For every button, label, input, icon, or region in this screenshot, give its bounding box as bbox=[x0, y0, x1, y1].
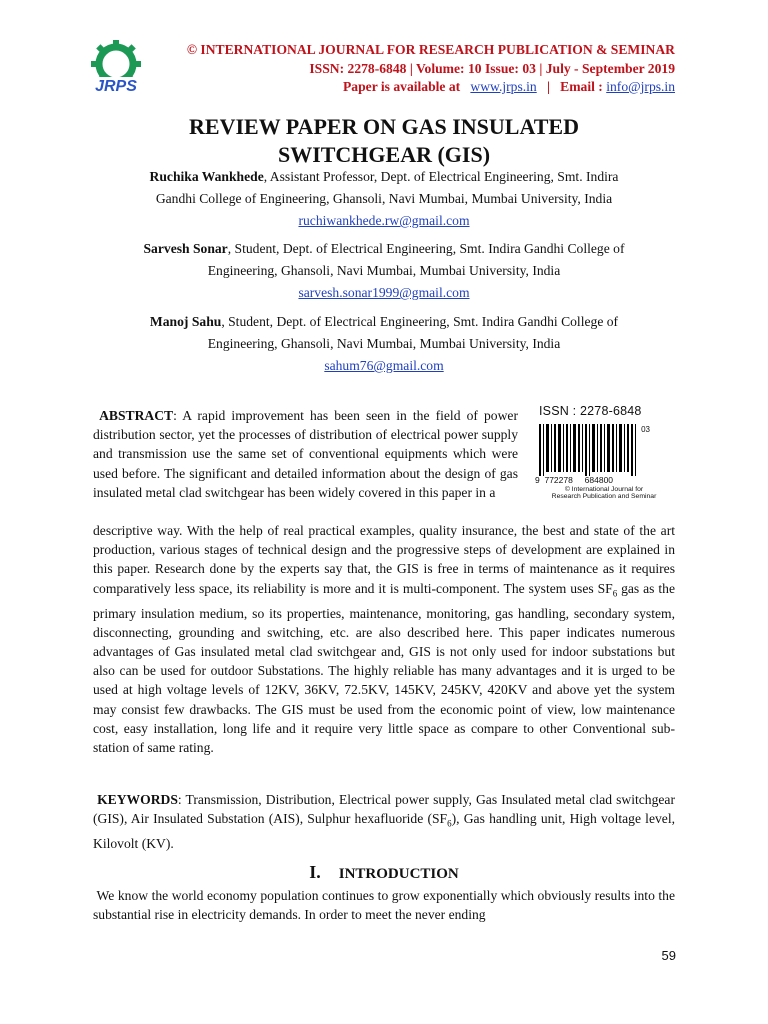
abstract-text-rest-1: descriptive way. With the help of real practical examples, quality insurance, the best and state of the art production, various stages of technical design and the progressive steps of development are explained in this paper. Research done by the experts say that, the GIS is free in terms of maintenance as it requires comparatively less space, its reliability is more and it is multi-component. The system uses SF bbox=[93, 523, 675, 596]
author-line1 bbox=[100, 238, 668, 260]
barcode-caption bbox=[551, 486, 657, 501]
website-link[interactable]: www.jrps.in bbox=[470, 79, 537, 94]
intro-text: We know the world economy population continues to grow exponentially which obviously results into the substantial rise in electricity demands. In order to meet the never ending bbox=[93, 888, 676, 923]
barcode-bars bbox=[539, 424, 643, 476]
availability-prefix: Paper is available at bbox=[343, 79, 461, 94]
barcode-caption-line1: © International Journal for bbox=[564, 486, 644, 493]
journal-logo bbox=[78, 40, 154, 96]
author-line1 bbox=[100, 166, 668, 188]
email-link[interactable]: info@jrps.in bbox=[606, 79, 675, 94]
abstract-text-top: : A rapid improvement has been seen in the field of power distribution sector, yet the processes of distribution of electrical power supply and transmission use the same set of conventional equipments which were used before. The significant and detailed information about the design of gas insulated metal clad switchgear has been widely covered in this paper in a bbox=[93, 408, 518, 500]
author-email[interactable]: ruchiwankhede.rw@gmail.com bbox=[298, 213, 470, 228]
author-affiliation-line2: Engineering, Ghansoli, Navi Mumbai, Mumbai University, India bbox=[207, 336, 561, 351]
abstract-rest bbox=[93, 521, 675, 757]
barcode-caption-line2: Research Publication and Seminar bbox=[551, 493, 657, 501]
availability-line bbox=[343, 79, 675, 95]
author-block bbox=[100, 166, 668, 232]
paper-title-line1: REVIEW PAPER ON GAS INSULATED bbox=[189, 114, 579, 139]
barcode-issn: ISSN : 2278-6848 bbox=[539, 404, 642, 418]
logo-text: JRPS bbox=[95, 78, 137, 95]
issn-volume-line: ISSN: 2278-6848 | Volume: 10 Issue: 03 | July - September 2019 bbox=[309, 61, 675, 76]
keywords-subscript: 6 bbox=[447, 818, 452, 829]
journal-name: © INTERNATIONAL JOURNAL FOR RESEARCH PUBLICATION & SEMINAR bbox=[186, 42, 675, 57]
author-name: Manoj Sahu bbox=[149, 314, 222, 329]
author-name: Sarvesh Sonar bbox=[143, 241, 228, 256]
barcode-issue: 03 bbox=[641, 425, 650, 434]
section-title: INTRODUCTION bbox=[338, 866, 459, 882]
keywords-text-2: ), Gas handling unit, High voltage level, Kilovolt (KV). bbox=[93, 811, 676, 852]
author-email[interactable]: sarvesh.sonar1999@gmail.com bbox=[298, 285, 470, 300]
abstract-label: ABSTRACT bbox=[99, 408, 174, 423]
barcode-digits bbox=[535, 475, 645, 485]
barcode-digit-left: 9 bbox=[535, 475, 540, 485]
page-number: 59 bbox=[661, 948, 676, 963]
barcode-digit-mid: 772278 bbox=[544, 475, 573, 485]
section-number: I. bbox=[309, 862, 321, 882]
paper-title-line2: SWITCHGEAR (GIS) bbox=[277, 142, 491, 167]
section-heading bbox=[0, 862, 768, 883]
author-line1 bbox=[100, 311, 668, 333]
header-separator: | bbox=[546, 79, 550, 94]
author-affiliation-line2: Engineering, Ghansoli, Navi Mumbai, Mumbai University, India bbox=[207, 263, 561, 278]
abstract-subscript: 6 bbox=[612, 588, 618, 599]
author-affiliation: , Assistant Professor, Dept. of Electrical Engineering, Smt. Indira bbox=[263, 169, 619, 184]
author-affiliation-line2: Gandhi College of Engineering, Ghansoli, Navi Mumbai, Mumbai University, India bbox=[155, 191, 613, 206]
issn-barcode bbox=[533, 404, 675, 504]
keywords-label: KEYWORDS bbox=[97, 792, 178, 807]
author-name: Ruchika Wankhede bbox=[149, 169, 264, 184]
author-affiliation: , Student, Dept. of Electrical Engineering, Smt. Indira Gandhi College of bbox=[227, 241, 625, 256]
author-affiliation: , Student, Dept. of Electrical Engineering, Smt. Indira Gandhi College of bbox=[221, 314, 619, 329]
email-label: Email : bbox=[560, 79, 603, 94]
barcode-digit-right: 684800 bbox=[584, 475, 614, 485]
author-block bbox=[100, 238, 668, 304]
abstract-top bbox=[93, 406, 518, 502]
keywords-text-1: : Transmission, Distribution, Electrical power supply, Gas Insulated metal clad switchgear (GIS), Air Insulated Substation (AIS), Sulphur hexafluoride (SF bbox=[93, 792, 675, 827]
keywords-paragraph bbox=[93, 790, 675, 853]
author-email[interactable]: sahum76@gmail.com bbox=[324, 358, 444, 373]
author-block bbox=[100, 311, 668, 377]
intro-paragraph bbox=[93, 886, 675, 924]
abstract-text-rest-2: gas as the primary insulation medium, so its properties, maintenance, monitoring, gas handling, secondary system, disconnecting, grounding and switching, etc. are also described here. This paper indicates numerous advantages of Gas insulated metal clad switchgear and, GIS is not only used for indoor substations but also can be used for outdoor Substations. The highly reliable has many advantages and it is urged to be used at high voltage levels of 12KV, 36KV, 72.5KV, 145KV, 245KV, 420KV and above yet the system may consist few drawbacks. The GIS must be used from the economic point of view, low maintenance cost, easy installation, long life and it require very little space as compare to other Conventional sub- station of same rating. bbox=[93, 580, 675, 755]
